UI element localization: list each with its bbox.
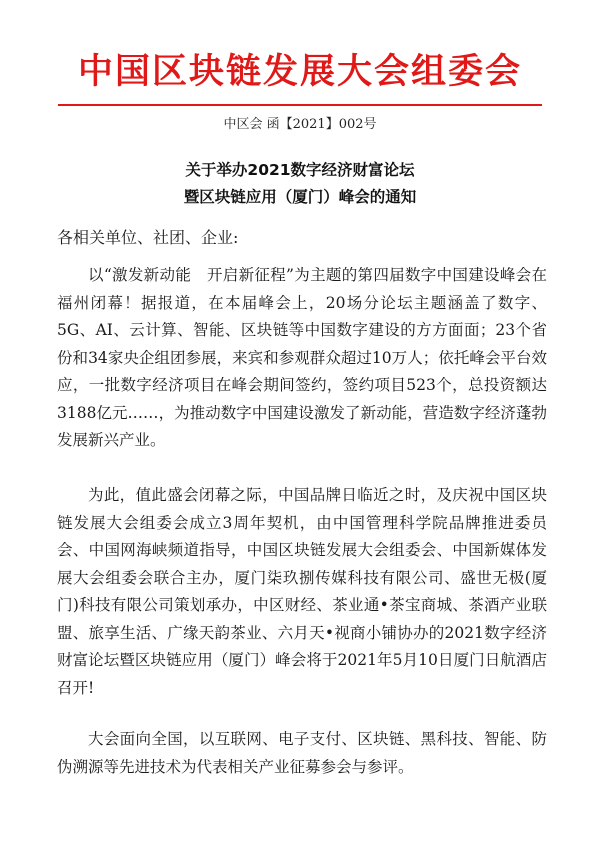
- notice-title-line-2: 暨区块链应用（厦门）峰会的通知: [183, 188, 417, 206]
- body-paragraph-1: 以“激发新动能 开启新征程”为主题的第四届数字中国建设峰会在福州闭幕！据报道，在本届峰会上，20场分论坛主题涵盖了数字、5G、AI、云计算、智能、区块链等中国数字建设的方方面面；23个省份和34家央企组团参展，来宾和参观群众超过10万人；依托峰会平台效应，一批数字经济项目在峰会期间签约，签约项目523个，总投资额达3188亿元……，为推动数字中国建设激发了新动能，营造数字经济蓬勃发展新兴产业。: [57, 266, 547, 449]
- body-paragraph-3: 大会面向全国，以互联网、电子支付、区块链、黑科技、智能、防伪溯源等先进技术为代表相关产业征募参会与参评。: [57, 730, 547, 776]
- notice-title: [0, 157, 600, 211]
- document-number: 中区会 函【2021】002号: [223, 117, 377, 132]
- organization-title: 中国区块链发展大会组委会: [77, 52, 522, 92]
- notice-title-line-1: 关于举办2021数字经济财富论坛: [185, 161, 415, 179]
- salutation: 各相关单位、社团、企业:: [57, 228, 239, 247]
- red-divider-rule: [58, 104, 542, 106]
- body-paragraph-2: 为此，值此盛会闭幕之际，中国品牌日临近之时，及庆祝中国区块链发展大会组委会成立3周年契机，由中国管理科学院品牌推进委员会、中国网海峡频道指导，中国区块链发展大会组委会、中国新媒体发展大会组委会联合主办，厦门柒玖捌传媒科技有限公司、盛世无极(厦门)科技有限公司策划承办，中区财经、茶业通•茶宝商城、茶酒产业联盟、旅享生活、广缘天韵茶业、六月天•视商小铺协办的2021数字经济财富论坛暨区块链应用（厦门）峰会将于2021年5月10日厦门日航酒店召开!: [57, 486, 547, 697]
